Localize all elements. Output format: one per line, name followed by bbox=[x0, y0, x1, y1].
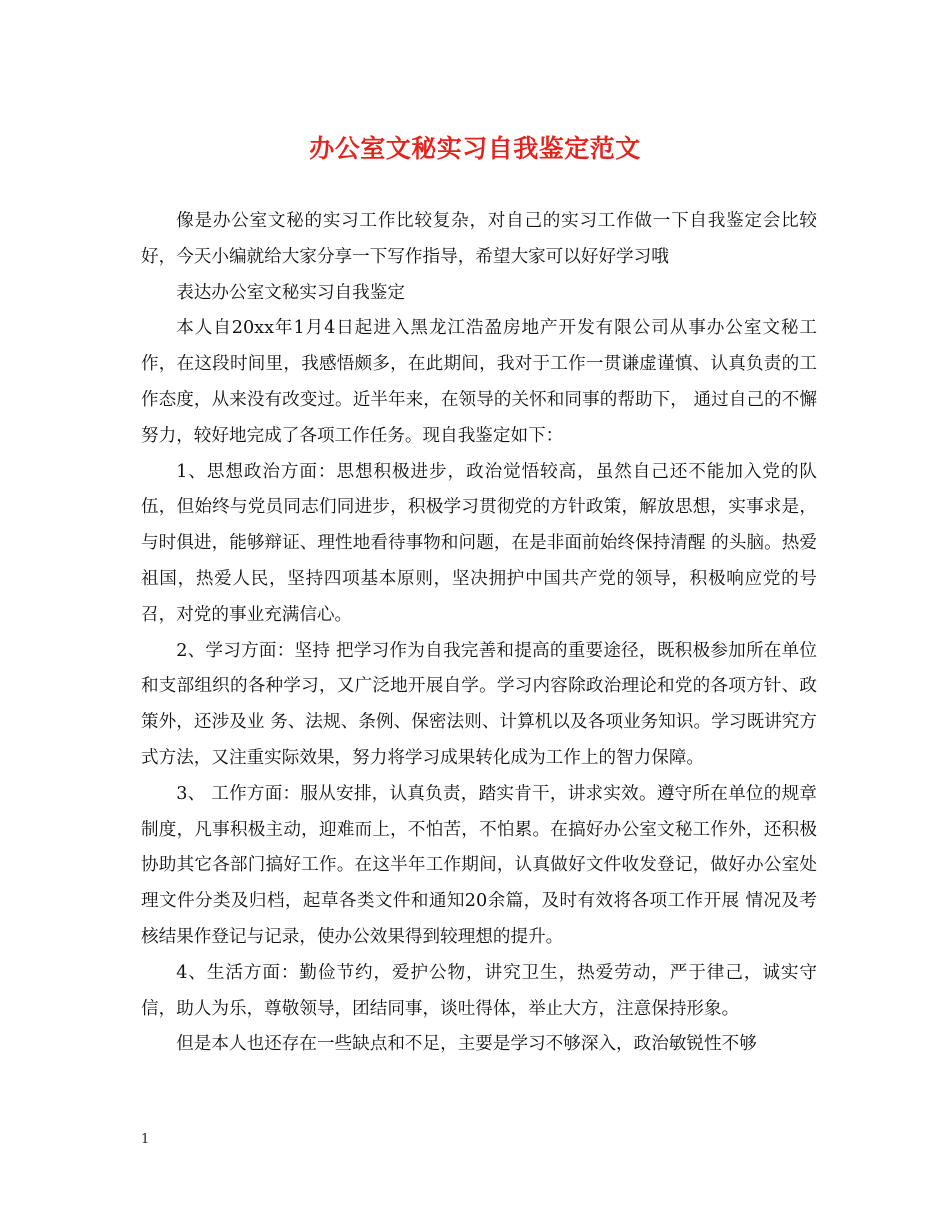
intro-paragraph: 像是办公室文秘的实习工作比较复杂，对自己的实习工作做一下自我鉴定会比较好，今天小编就给大家分享一下写作指导，希望大家可以好好学习哦 bbox=[141, 211, 817, 267]
opening-paragraph: 本人自20xx年1月4日起进入黑龙江浩盈房地产开发有限公司从事办公室文秘工作，在这段时间里，我感悟颇多，在此期间，我对于工作一贯谦虚谨慎、认真负责的工作态度，从来没有改变过。近半年来，在领导的关怀和同事的帮助下， 通过自己的不懈努力，较好地完成了各项工作任务。现自我鉴定如下： bbox=[141, 318, 817, 446]
section-political-paragraph: 1、思想政治方面：思想积极进步，政治觉悟较高，虽然自己还不能加入党的队伍，但始终与党员同志们同进步，积极学习贯彻党的方针政策，解放思想，实事求是，与时俱进，能够辩证、理性地看待事物和问题，在是非面前始终保持清醒 的头脑。热爱祖国，热爱人民，坚持四项基本原则，坚决拥护中国共产党的领导，积极响应党的号召，对党的事业充满信心。 bbox=[141, 461, 817, 625]
page-title: 办公室文秘实习自我鉴定范文 bbox=[309, 134, 641, 163]
section-study-paragraph: 2、学习方面：坚持 把学习作为自我完善和提高的重要途径，既积极参加所在单位和支部组织的各种学习，又广泛地开展自学。学习内容除政治理论和党的各项方针、政策外，还涉及业 务、法规、条例、保密法则、计算机以及各项业务知识。学习既讲究方式方法，又注重实际效果，努力将学习成果转化成为工作上的智力保障。 bbox=[141, 640, 817, 768]
document-body bbox=[141, 204, 817, 1063]
section-work-paragraph: 3、 工作方面：服从安排，认真负责，踏实肯干，讲求实效。遵守所在单位的规章制度，凡事积极主动，迎难而上，不怕苦，不怕累。在搞好办公室文秘工作外，还积极 协助其它各部门搞好工作。在这半年工作期间，认真做好文件收发登记，做好办公室处理文件分类及归档，起草各类文件和通知20余篇，及时有效将各项工作开展 情况及考核结果作登记与记录，使办公效果得到较理想的提升。 bbox=[141, 783, 817, 947]
section-life-paragraph: 4、生活方面：勤俭节约，爱护公物，讲究卫生，热爱劳动，严于律己，诚实守信，助人为乐，尊敬领导，团结同事，谈吐得体，举止大方，注意保持形象。 bbox=[141, 962, 817, 1019]
shortcomings-paragraph: 但是本人也还存在一些缺点和不足，主要是学习不够深入，政治敏锐性不够 bbox=[176, 1034, 757, 1055]
page-number: 1 bbox=[141, 1132, 150, 1147]
subheading-paragraph: 表达办公室文秘实习自我鉴定 bbox=[176, 282, 405, 303]
